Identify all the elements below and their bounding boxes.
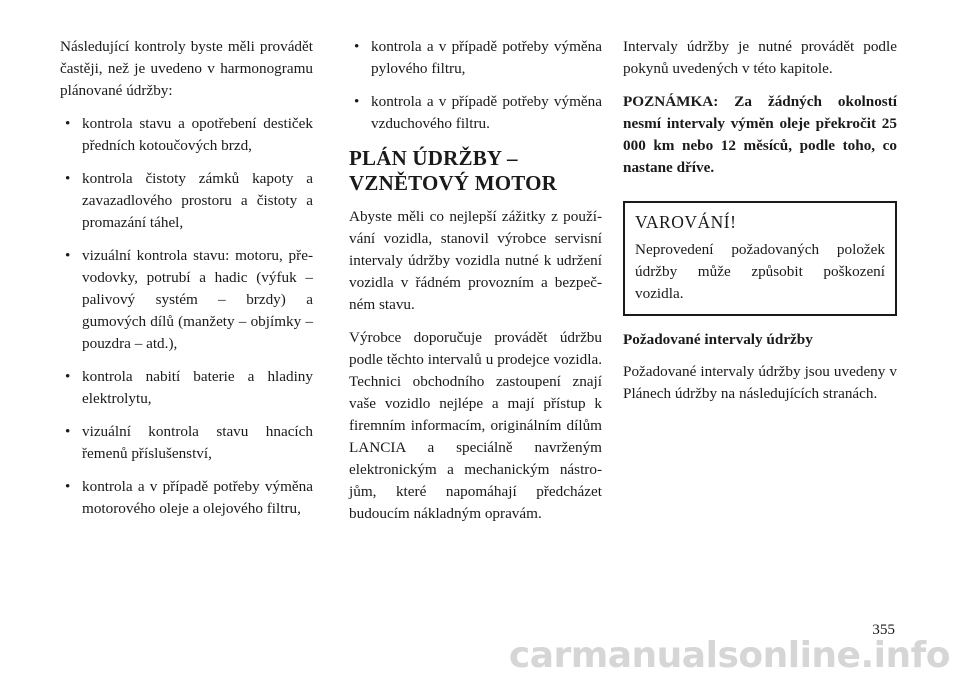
paragraph: Požadované intervaly údržby jsou uvedeny v Plánech údržby na následujících stranách. bbox=[623, 363, 897, 402]
column-left bbox=[60, 36, 313, 531]
list-item: • kontrola nabití baterie a hladiny elektrolytu, bbox=[60, 366, 313, 410]
list-item: • kontrola stavu a opotřebení destiček předních kotoučových brzd, bbox=[60, 113, 313, 157]
checks-list bbox=[60, 113, 313, 520]
column-middle bbox=[349, 36, 602, 536]
list-item: • kontrola a v případě potřeby výměna pylového filtru, bbox=[349, 36, 602, 80]
list-item: • kontrola a v případě potřeby výměna motorového oleje a olejového filtru, bbox=[60, 476, 313, 520]
list-item: • kontrola čistoty zámků kapoty a zavazadlového prostoru a čistoty a promazání táhel, bbox=[60, 168, 313, 234]
column-right bbox=[623, 36, 897, 416]
subheading: Požadované intervaly údržby bbox=[623, 331, 813, 348]
paragraph: Výrobce doporučuje provádět údržbu podle těchto intervalů u prodejce vozidla. Technici obchodního zastoupení znají vaše vozidlo nejlépe a mají přístup k firemním informacím, originálním dílům LANCIA a speciálně navrženým elektronickým a mechanickým nástrojům, které napomáhají předcházet budoucím nákladným opravám. bbox=[349, 329, 602, 522]
note-paragraph: POZNÁMKA: Za žádných okolností nesmí intervaly výměn oleje překročit 25 000 km nebo 12 měsíců, podle toho, co nastane dříve. bbox=[623, 93, 897, 176]
list-item: • vizuální kontrola stavu hnacích řemenů příslušenství, bbox=[60, 421, 313, 465]
list-item: • kontrola a v případě potřeby výměna vzduchového filtru. bbox=[349, 91, 602, 135]
section-heading bbox=[349, 146, 602, 196]
watermark: carmanualsonline.info bbox=[508, 635, 950, 676]
paragraph: Intervaly údržby je nutné provádět podle pokynů uvedených v této kapitole. bbox=[623, 38, 897, 77]
intro-paragraph: Následující kontroly byste měli provádět častěji, než je uvedeno v harmonogramu plánované údržby: bbox=[60, 38, 313, 99]
paragraph: Abyste měli co nejlepší zážitky z používání vozidla, stanovil výrobce servisní intervaly údržby vozidla nutné k udržení vozidla v řádném provozním a bezpečném stavu. bbox=[349, 208, 602, 313]
checks-list-continued bbox=[349, 36, 602, 135]
list-item: • vizuální kontrola stavu: motoru, převodovky, potrubí a hadic (výfuk – palivový systém – brzdy) a gumových dílů (manžety – objímky – pouzdra – atd.), bbox=[60, 245, 313, 355]
section-heading-line1: PLÁN ÚDRŽBY – bbox=[349, 146, 518, 170]
warning-title: VAROVÁNÍ! bbox=[635, 212, 737, 232]
warning-body: Neprovedení požadovaných položek údržby může způsobit poškození vozidla. bbox=[635, 241, 885, 302]
section-heading-line2: VZNĚTOVÝ MOTOR bbox=[349, 171, 557, 195]
page-number: 355 bbox=[872, 621, 895, 638]
warning-box bbox=[623, 201, 897, 316]
